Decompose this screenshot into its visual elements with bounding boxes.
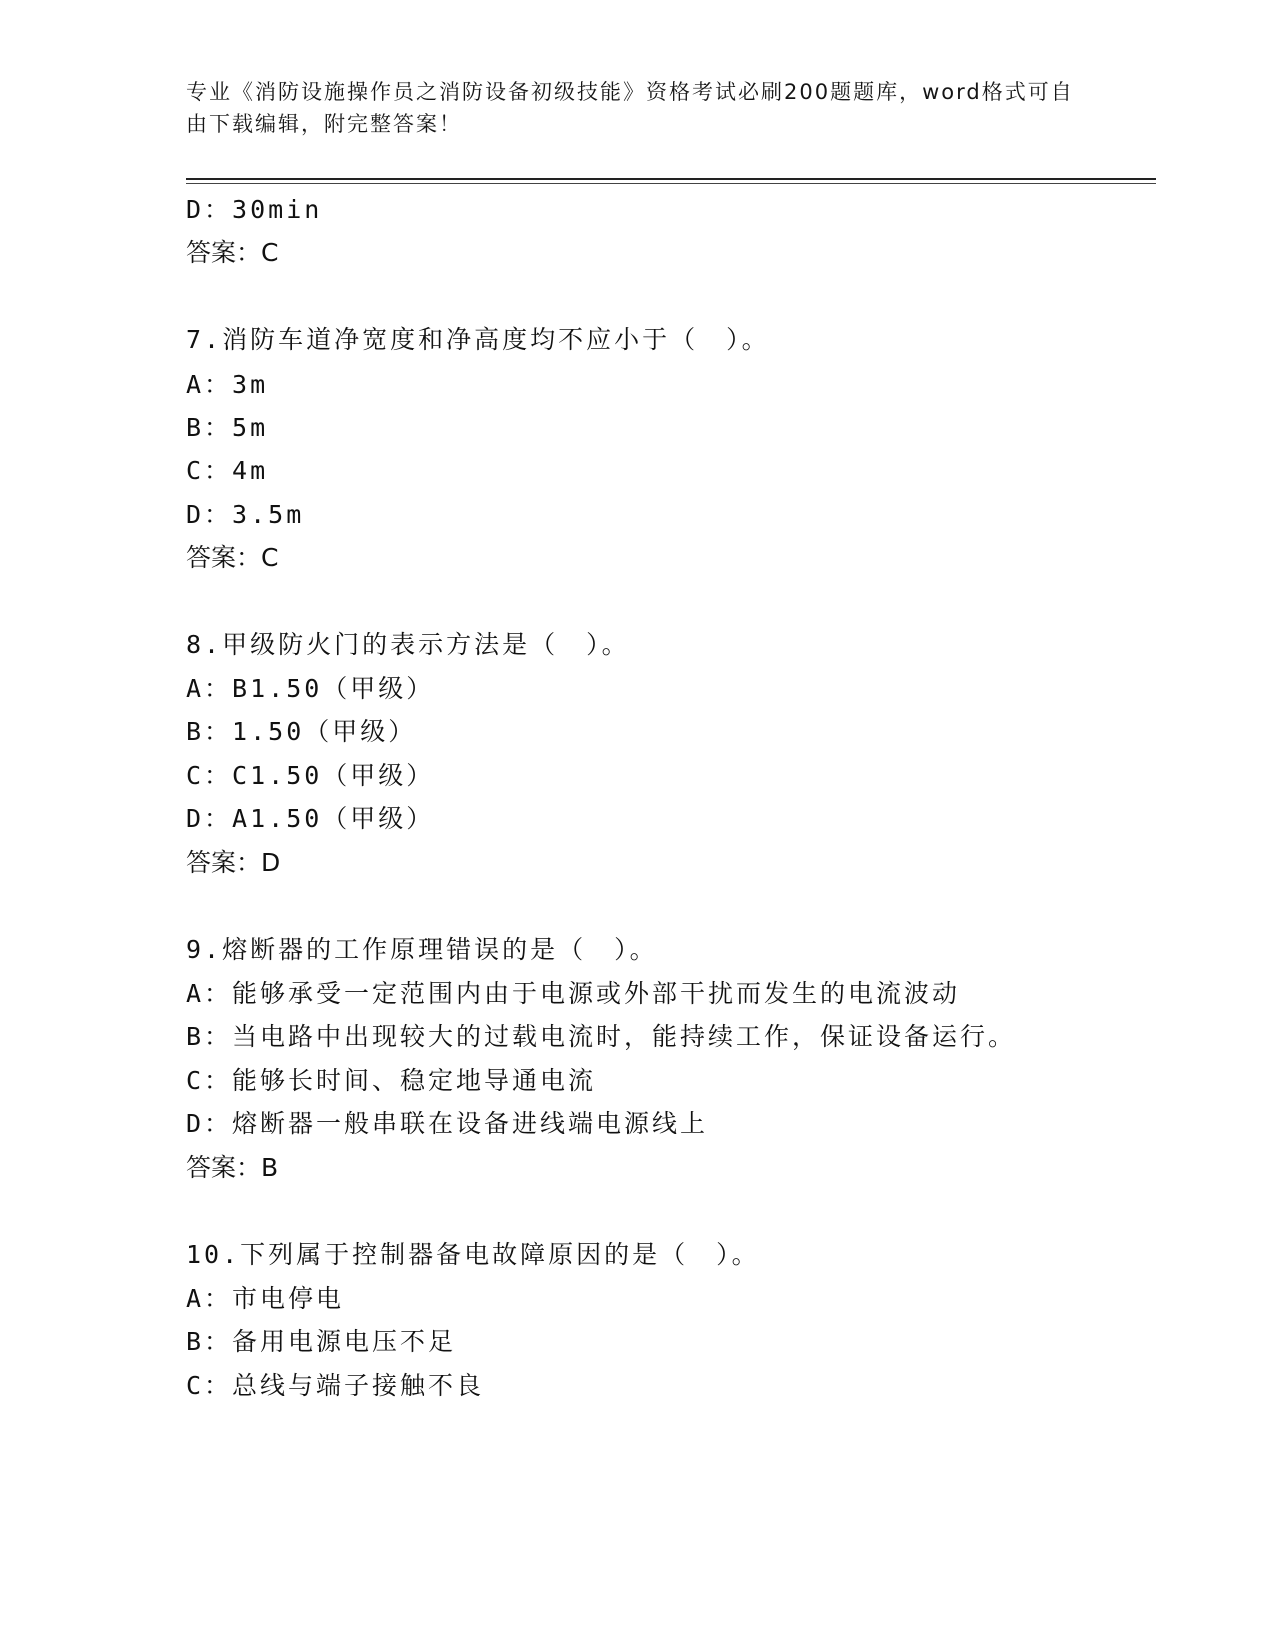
option-a: A：市电停电	[186, 1284, 345, 1313]
option-c: C：能够长时间、稳定地导通电流	[186, 1066, 597, 1095]
option-b: B：1.50（甲级）	[186, 717, 417, 746]
option-b: B：当电路中出现较大的过载电流时，能持续工作，保证设备运行。	[186, 1022, 1017, 1051]
header-divider-thin	[186, 183, 1156, 184]
answer-line: 答案：C	[186, 238, 279, 267]
option-d: D：熔断器一般串联在设备进线端电源线上	[186, 1109, 709, 1138]
option-a: A：3m	[186, 370, 269, 399]
answer-line: 答案：C	[186, 543, 279, 572]
option-d: D：3.5m	[186, 500, 305, 529]
header-divider	[186, 178, 1156, 180]
option-d: D：A1.50（甲级）	[186, 804, 435, 833]
option-d: D：30min	[186, 195, 323, 224]
option-c: C：总线与端子接触不良	[186, 1371, 485, 1400]
option-b: B：备用电源电压不足	[186, 1327, 457, 1356]
option-a: A：B1.50（甲级）	[186, 674, 435, 703]
question-stem: 9.熔断器的工作原理错误的是（ ）。	[186, 935, 658, 964]
answer-line: 答案：B	[186, 1153, 279, 1182]
question-stem: 8.甲级防火门的表示方法是（ ）。	[186, 630, 630, 659]
question-stem: 7.消防车道净宽度和净高度均不应小于（ ）。	[186, 325, 770, 354]
option-c: C：4m	[186, 456, 269, 485]
option-a: A：能够承受一定范围内由于电源或外部干扰而发生的电流波动	[186, 979, 961, 1008]
option-b: B：5m	[186, 413, 269, 442]
question-stem: 10.下列属于控制器备电故障原因的是（ ）。	[186, 1240, 760, 1269]
page-header: 专业《消防设施操作员之消防设备初级技能》资格考试必刷200题题库，word格式可自由下载编辑，附完整答案！	[186, 80, 1074, 136]
answer-line: 答案：D	[186, 848, 281, 877]
option-c: C：C1.50（甲级）	[186, 761, 435, 790]
